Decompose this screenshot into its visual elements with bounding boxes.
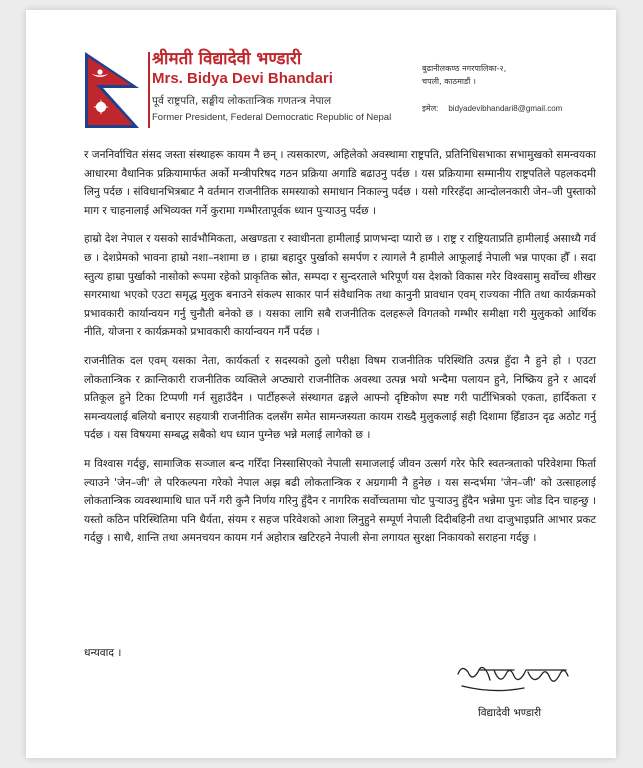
paragraph: हाम्रो देश नेपाल र यसको सार्वभौमिकता, अखण्डता र स्वाधीनता हामीलाई प्राणभन्दा प्यारो छ । राष्ट्र र राष्ट्रियताप्रति हामीलाई असाध्यै गर्व छ । देशप्रेमको भावना हाम्रो नशा–नशामा छ । हाम्रा बहादुर पुर्खाको समर्पण र त्यागले नै हामीले आफूलाई नेपाली भन्न पाएका हौँ । सदा स्तुत्य हाम्रा पुर्खाको नासोको रूपमा रहेको प्राकृतिक स्रोत, सम्पदा र सुन्दरताले भरिपूर्ण यस देशको विकास गरेर विश्वसामु सर्वोच्च शीखर सगरमाथा भएको एउटा समृद्ध मुलुक बनाउने संकल्प साकार पार्न संवैधानिक तथा कानुनी प्रावधान एवम् राज्यका नीति तथा कार्यक्रमको प्रभावकारी कार्यान्वयन गर्नु चुनौती बनेको छ । यसका लागि सबै राजनीतिक दलहरूले विगतको गम्भीर समीक्षा गरी मुलुकको आर्थिक नीति, योजना र कार्यक्रमको प्रभावकारी कार्यान्वयन गर्नै पर्दछ । (84, 233, 596, 339)
address-line-2: चपली, काठमाडौं । (422, 77, 476, 86)
letter-body (84, 146, 596, 558)
name-english: Mrs. Bidya Devi Bhandari (152, 70, 333, 87)
title-nepali: पूर्व राष्ट्रपति, सङ्घीय लोकतान्त्रिक गणतन्त्र नेपाल (152, 95, 332, 107)
email-label: इमेल: (422, 104, 439, 113)
title-english: Former President, Federal Democratic Republic of Nepal (152, 112, 392, 123)
letter-page (26, 10, 616, 758)
signatory-name: विद्यादेवी भण्डारी (478, 707, 542, 719)
paragraph: म विश्वास गर्दछु, सामाजिक सञ्जाल बन्द गरिँदा निस्सासिएको नेपाली समाजलाई जीवन उत्सर्ग गरेर फेरि स्वतन्त्रताको परिवेशमा फिर्ता ल्याउने 'जेन–जी' ले परिकल्पना गरेको नेपाल अझ बढी लोकतान्त्रिक र अग्रगामी नै हुनेछ । यस सन्दर्भमा 'जेन–जी' को उत्साहलाई लोकतान्त्रिक व्यवस्थामाथि घात पर्ने गरी कुनै निर्णय गरिनु हुँदैन र नागरिक सर्वोच्चतामा चोट पुऱ्याउनु हुँदैन भन्नेमा पुनः जोड दिन चाहन्छु । यस्तो कठिन परिस्थितिमा पनि धैर्यता, संयम र सहज परिवेशको आशा लिनुहुने सम्पूर्ण नेपाली दिदीबहिनी तथा दाजुभाइप्रति आभार प्रकट गर्दछु । साथै, शान्ति तथा अमनचयन कायम गर्न अहोरात्र खटिरहने नेपाली सेना लगायत सुरक्षा निकायको सराहना गर्दछु । (84, 457, 596, 545)
paragraph: र जननिर्वाचित संसद जस्ता संस्थाहरू कायम नै छन् । त्यसकारण, अहिलेको अवस्थामा राष्ट्रपति, प्रतिनिधिसभाका सभामुखको समन्वयका आधारमा वैधानिक प्रक्रियामार्फत अर्को मन्त्रीपरिषद गठन प्रक्रिया अगाडि बढाउनु पर्दछ । यस प्रक्रियामा सम्मानीय राष्ट्रपतिले पहलकदमी लिनु पर्दछ । संविधानभित्रबाट नै वर्तमान राजनीतिक समस्याको समाधान निकाल्नु पर्दछ । यसो गरिरहँदा आन्दोलनकारी जेन–जी पुस्ताको माग र चाहनालाई अभिव्यक्त गर्ने कुरामा गम्भीरतापूर्वक ध्यान पुऱ्याउनु पर्दछ । (84, 149, 596, 217)
address-line-1: बुढानीलकण्ठ नगरपालिका-२, (422, 64, 507, 73)
paragraph: राजनीतिक दल एवम् यसका नेता, कार्यकर्ता र सदस्यको ठुलो परीक्षा विषम राजनीतिक परिस्थिति उत्पन्न हुँदा नै हुने हो । एउटा लोकतान्त्रिक र क्रान्तिकारी राजनीतिक व्यक्तिले अप्ठ्यारो राजनीतिक अवस्था उत्पन्न भयो भन्दैमा पलायन हुने, निष्क्रिय हुने र आदर्श प्रतिकूल हुने टिका टिप्पणी गर्न सुहाउँदैन । पार्टीहरूले संस्थागत ढङ्गले आफ्नो दृष्टिकोण स्पष्ट गरी पार्टीभित्रको एकता, हार्दिकता र समन्वयलाई बलियो बनाएर सहयात्री राजनीतिक दलसँग समेत सामन्जस्यता कायम राख्दै मुलुकलाई सही दिशामा हिँडाउन दृढ अठोट गर्नु पर्दछ । यस विषयमा सम्बद्ध सबैको थप ध्यान पुग्नेछ भन्ने मलाई लागेको छ । (84, 354, 596, 442)
address-block (422, 62, 612, 115)
email-row (422, 102, 612, 115)
nepal-flag-icon (81, 50, 141, 130)
closing-text: धन्यवाद । (84, 647, 122, 659)
letterhead (26, 10, 616, 150)
name-nepali: श्रीमती विद्यादेवी भण्डारी (152, 49, 302, 69)
email-address: bidyadevibhandari8@gmail.com (448, 104, 563, 113)
signature-image (454, 656, 574, 700)
letterhead-divider (148, 52, 150, 128)
